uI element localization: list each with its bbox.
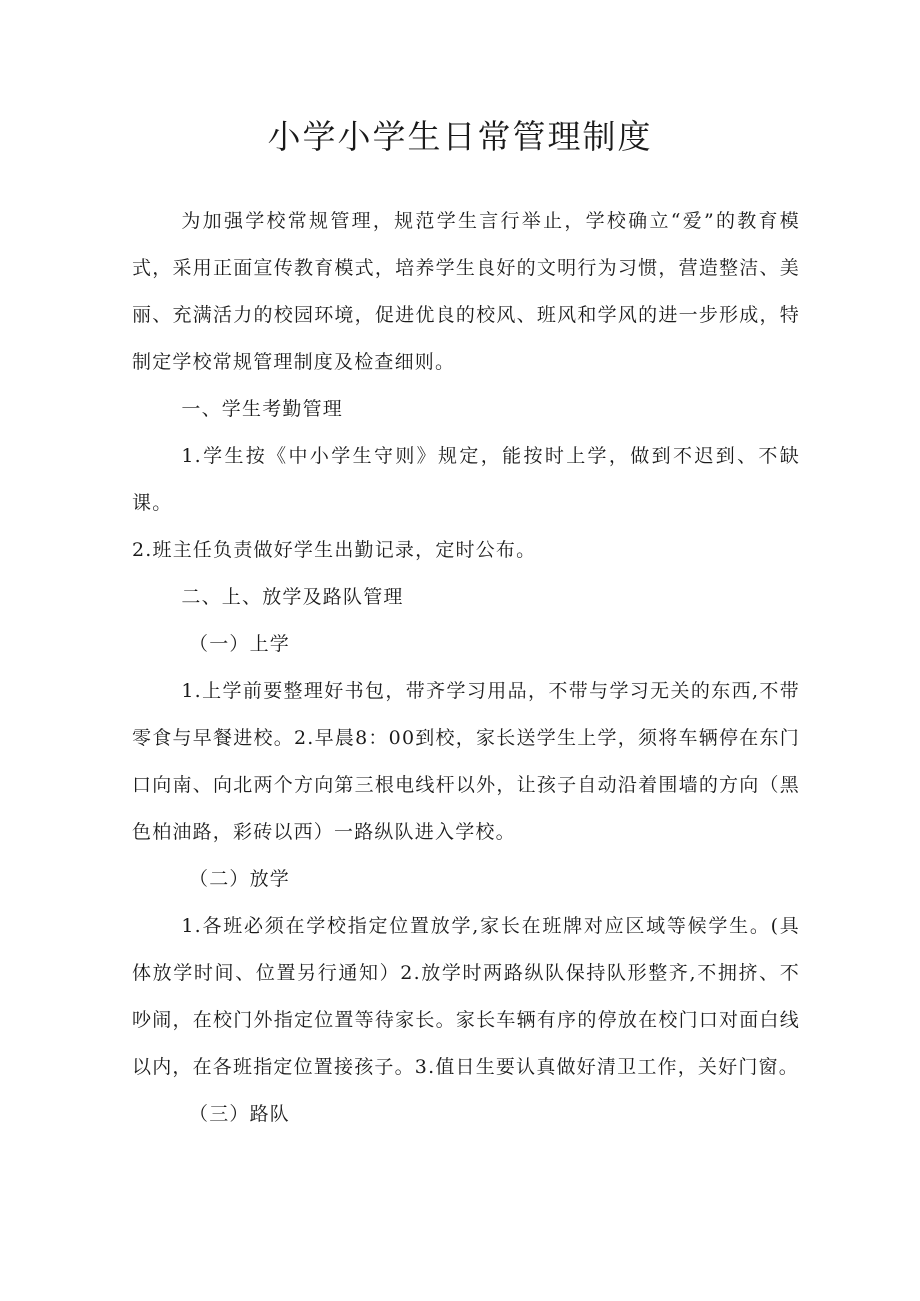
attendance-rule-2: 2.班主任负责做好学生出勤记录，定时公布。 — [132, 539, 537, 561]
document-body — [132, 198, 800, 1138]
intro-paragraph: 为加强学校常规管理，规范学生言行举止，学校确立“爱”的教育模式，采用正面宣传教育模式，培养学生良好的文明行为习惯，营造整洁、美丽、充满活力的校园环境，促进优良的校风、班风和学风的进一步形成，特制定学校常规管理制度及检查细则。 — [132, 210, 800, 373]
page-title: 小学小学生日常管理制度 — [267, 117, 653, 156]
subsection-heading-route-queue: （三）路队 — [189, 1103, 291, 1125]
attendance-rule-1: 1.学生按《中小学生守则》规定，能按时上学，做到不迟到、不缺课。 — [132, 445, 800, 514]
section-heading-attendance: 一、学生考勤管理 — [181, 398, 343, 420]
arrival-rules-paragraph: 1.上学前要整理好书包，带齐学习用品，不带与学习无关的东西,不带零食与早餐进校。2.早晨8：00到校，家长送学生上学，须将车辆停在东门口向南、向北两个方向第三根电线杆以外，让孩子自动沿着围墙的方向（黑色柏油路，彩砖以西）一路纵队进入学校。 — [132, 680, 800, 843]
dismissal-rules-paragraph: 1.各班必须在学校指定位置放学,家长在班牌对应区域等候学生。(具体放学时间、位置另行通知）2.放学时两路纵队保持队形整齐,不拥挤、不吵闹，在校门外指定位置等待家长。家长车辆有序的停放在校门口对面白线以内，在各班指定位置接孩子。3.值日生要认真做好清卫工作，关好门窗。 — [132, 915, 800, 1078]
subsection-heading-dismissal: （二）放学 — [189, 868, 291, 890]
section-heading-school-commute: 二、上、放学及路队管理 — [181, 586, 404, 608]
subsection-heading-arrival: （一）上学 — [189, 633, 291, 655]
